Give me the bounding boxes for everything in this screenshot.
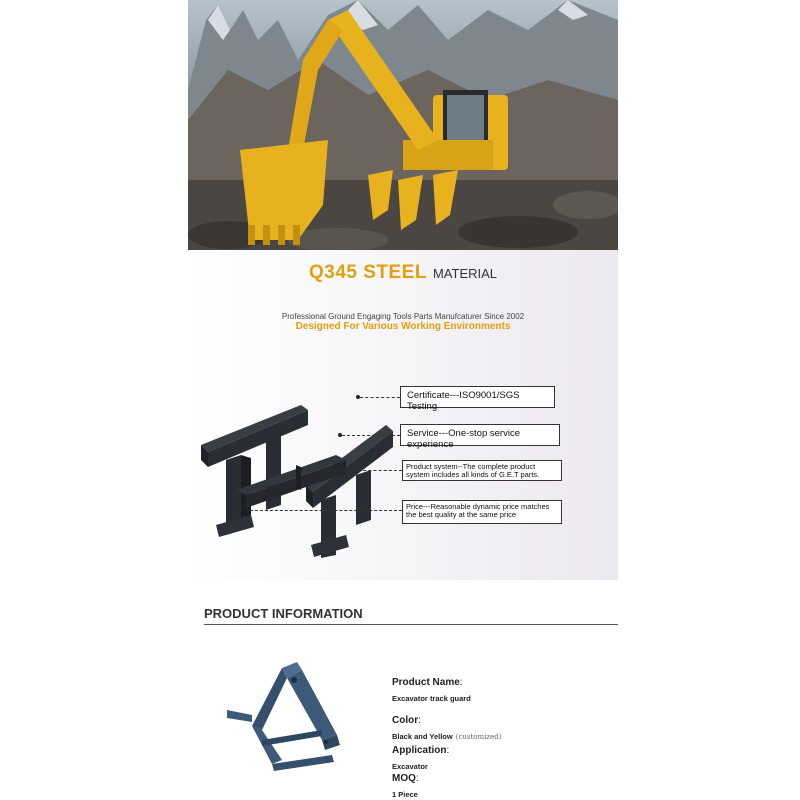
field-value: 1 Piece <box>392 790 418 799</box>
banner-tagline-highlight: Designed For Various Working Environments <box>295 321 511 332</box>
field-value: Black and Yellow (customized) <box>392 732 502 741</box>
field-label: MOQ <box>392 773 416 784</box>
product-info-divider <box>204 624 618 625</box>
excavator-hero-image <box>188 0 618 250</box>
banner-title-sub: MATERIAL <box>432 266 498 281</box>
track-frame-image <box>196 395 396 560</box>
product-sheet <box>188 0 618 800</box>
callout-leader-2 <box>342 435 400 436</box>
field-value: Excavator track guard <box>392 694 471 703</box>
feature-callout-service: Service---One-stop service experience <box>400 424 560 446</box>
product-info-heading: PRODUCT INFORMATION <box>204 606 363 621</box>
feature-callout-certificate: Certificate---ISO9001/SGS Testing <box>400 386 555 408</box>
feature-callout-price: Price---Reasonable dynamic price matches the best quality at the same price <box>402 500 562 524</box>
field-label: Application <box>392 745 447 756</box>
excavator-scene <box>188 0 618 250</box>
field-note: (customized) <box>455 733 502 741</box>
field-moq: MOQ: 1 Piece <box>392 773 419 799</box>
field-color: Color: Black and Yellow (customized) <box>392 715 502 741</box>
feature-callout-product-system: Product system--The complete product system includes all kinds of G.E.T parts. <box>402 460 562 481</box>
callout-leader-1 <box>360 397 400 398</box>
banner-tagline: Professional Ground Engaging Tools Parts Manufcaturer Since 2002 <box>281 312 525 321</box>
callout-leader-3 <box>302 470 402 471</box>
callout-leader-4 <box>250 510 402 511</box>
track-guard-image <box>222 660 362 775</box>
field-label: Color <box>392 715 419 726</box>
banner-title-main: Q345 STEEL <box>308 262 427 283</box>
field-label: Product Name <box>392 677 460 688</box>
field-value: Excavator <box>392 762 428 771</box>
field-application: Application: Excavator <box>392 745 450 771</box>
field-product-name: Product Name: Excavator track guard <box>392 677 471 703</box>
banner-title <box>188 262 618 284</box>
